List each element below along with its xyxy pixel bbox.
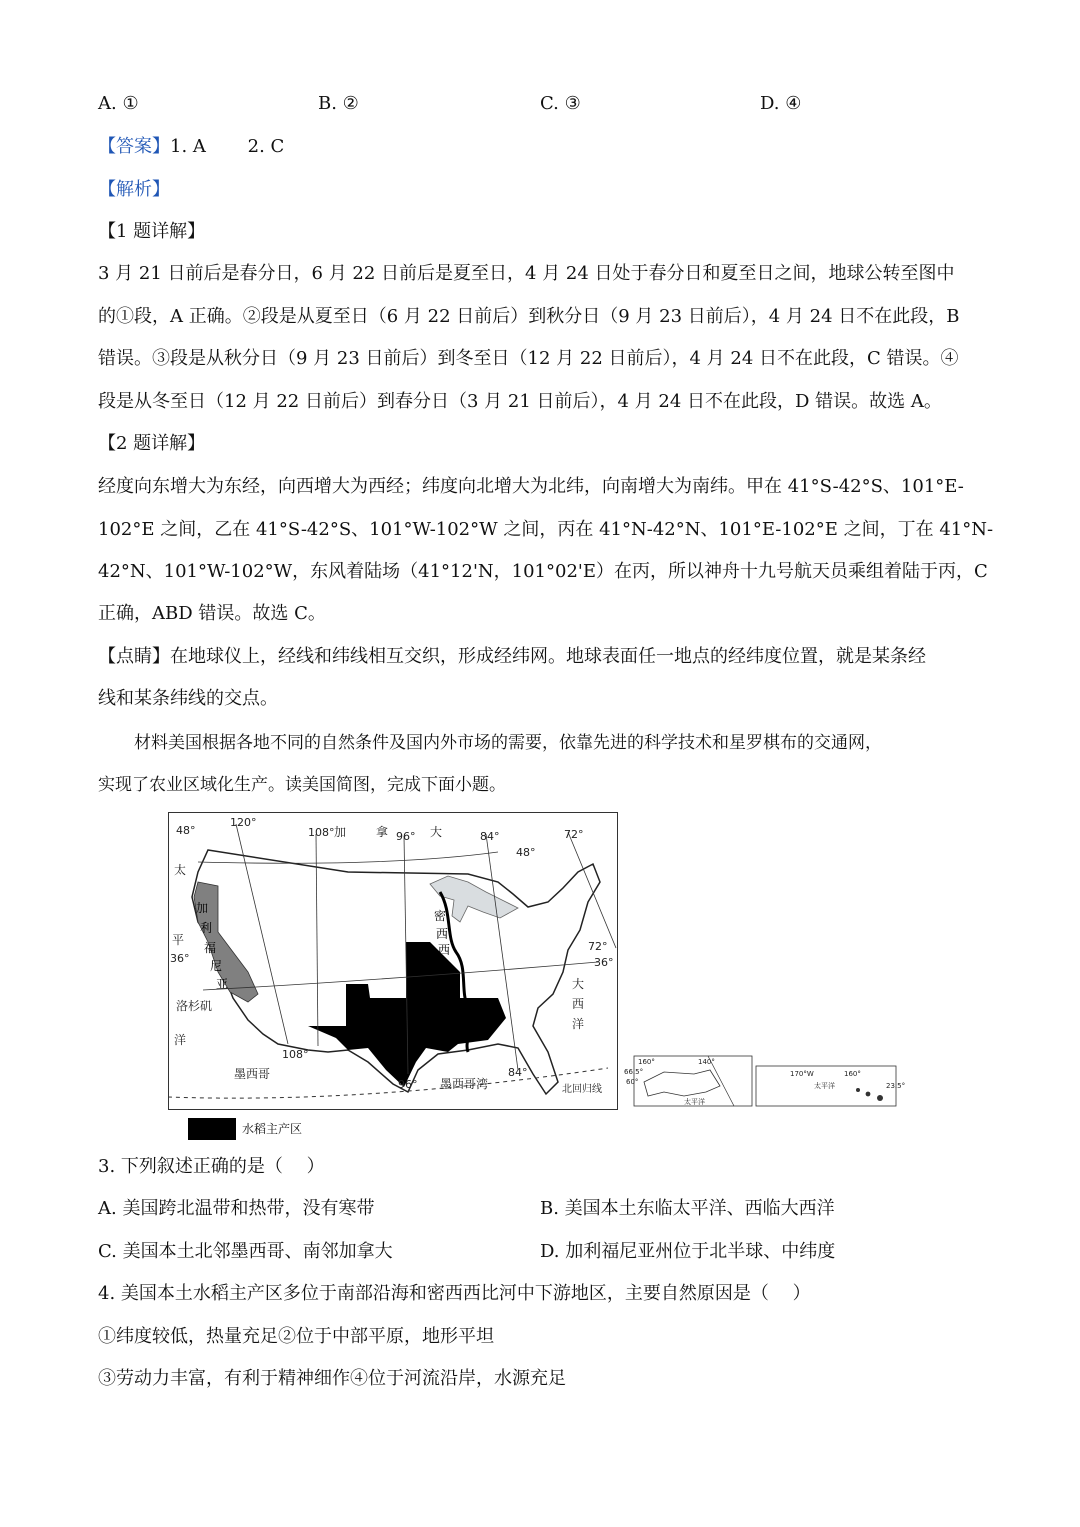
map-label: 洋 <box>174 1033 187 1047</box>
inset-map <box>624 1052 906 1108</box>
map-label: 洛杉矶 <box>176 999 213 1013</box>
map-label: 尼 <box>210 959 223 973</box>
map-label: 平 <box>172 933 185 947</box>
map-label: 36° <box>594 956 614 969</box>
map-label: 福 <box>204 941 217 955</box>
q3-option-d: D. 加利福尼亚州位于北半球、中纬度 <box>540 1241 836 1262</box>
key-point-line <box>98 645 926 669</box>
map-label: 加 <box>196 901 209 915</box>
q4-stem: 4. 美国本土水稻主产区多位于南部沿海和密西西比河中下游地区，主要自然原因是（ ） <box>98 1283 811 1304</box>
inset-label: 160° <box>638 1058 655 1066</box>
us-map <box>168 812 618 1110</box>
hawaii-island <box>856 1088 860 1092</box>
answer-line <box>98 135 284 159</box>
map-label: 48° <box>176 824 196 837</box>
inset-label: 170°W <box>790 1070 814 1078</box>
map-label: 96° <box>398 1078 418 1091</box>
map-label: 河 <box>444 975 457 989</box>
map-label: 西 <box>436 927 449 941</box>
legend-label-rice: 水稻主产区 <box>242 1122 303 1136</box>
map-label: 72° <box>588 940 608 953</box>
hawaii-island <box>877 1095 883 1101</box>
map-label: 84° <box>480 830 500 843</box>
q3-option-b: B. 美国本土东临太平洋、西临大西洋 <box>540 1198 835 1219</box>
map-label: 120° <box>230 816 257 829</box>
inset-label: 160° <box>844 1070 861 1078</box>
map-label: 密 <box>434 909 447 923</box>
q1-line: 段是从冬至日（12 月 22 日前后）到春分日（3 月 21 日前后），4 月 24 日不在此段，D 错误。故选 A。 <box>98 391 942 412</box>
map-label: 84° <box>508 1066 528 1079</box>
map-label: 72° <box>564 828 584 841</box>
inset-label: 60° <box>626 1078 639 1086</box>
map-label: 比 <box>440 959 453 973</box>
map-label: 大 <box>572 977 585 991</box>
inset-label: 太平洋 <box>684 1098 705 1106</box>
inset-label: 66.5° <box>624 1068 644 1076</box>
option-a: A. ① <box>98 93 139 114</box>
map-label: 96° <box>396 830 416 843</box>
q2-line: 经度向东增大为东经，向西增大为西经；纬度向北增大为北纬，向南增大为南纬。甲在 41°S-42°S、101°E- <box>98 476 964 497</box>
map-label: 48° <box>516 846 536 859</box>
q2-line: 102°E 之间，乙在 41°S-42°S、101°W-102°W 之间，丙在 41°N-42°N、101°E-102°E 之间，丁在 41°N- <box>98 519 994 540</box>
map-label: 利 <box>200 921 213 935</box>
map-label: 墨西哥湾 <box>440 1077 489 1091</box>
legend-swatch-rice <box>188 1118 236 1140</box>
map-label: 36° <box>170 952 190 965</box>
q1-heading: 【1 题详解】 <box>98 221 206 242</box>
inset-label: 140° <box>698 1058 715 1066</box>
map-label: 墨西哥 <box>234 1067 271 1081</box>
answer-tag: 【答案】 <box>98 136 170 157</box>
answer-text: 1. A 2. C <box>170 136 285 157</box>
q1-line: 3 月 21 日前后是春分日，6 月 22 日前后是夏至日，4 月 24 日处于春分日和夏至日之间，地球公转至图中 <box>98 263 955 284</box>
map-label: 108° <box>282 1048 309 1061</box>
key-point-tag: 【点睛】 <box>98 646 170 667</box>
inset-label: 太平洋 <box>814 1082 835 1090</box>
q1-line: 的①段，A 正确。②段是从夏至日（6 月 22 日前后）到秋分日（9 月 23 日前后），4 月 24 日不在此段，B <box>98 306 960 327</box>
map-label: 洋 <box>572 1017 585 1031</box>
map-label: 西 <box>572 997 585 1011</box>
q3-option-a: A. 美国跨北温带和热带，没有寒带 <box>98 1198 375 1219</box>
q2-heading: 【2 题详解】 <box>98 433 206 454</box>
map-label: 加 <box>334 825 347 839</box>
map-label: 大 <box>430 825 443 839</box>
material-line: 材料美国根据各地不同的自然条件及国内外市场的需要，依靠先进的科学技术和星罗棋布的交通网， <box>134 733 882 753</box>
option-b: B. ② <box>318 93 359 114</box>
option-c: C. ③ <box>540 93 581 114</box>
map-label: 西 <box>438 943 451 957</box>
q4-line: ①纬度较低，热量充足②位于中部平原，地形平坦 <box>98 1326 494 1347</box>
key-point-text: 在地球仪上，经线和纬线相互交织，形成经纬网。地球表面任一地点的经纬度位置，就是某条经 <box>170 646 926 667</box>
hawaii-island <box>866 1092 871 1097</box>
material-line: 实现了农业区域化生产。读美国简图，完成下面小题。 <box>98 775 506 795</box>
map-label: 拿 <box>376 825 389 839</box>
analysis-tag: 【解析】 <box>98 179 170 200</box>
map-label: 108° <box>308 826 335 839</box>
q4-line: ③劳动力丰富，有利于精神细作④位于河流沿岸，水源充足 <box>98 1368 566 1389</box>
key-point-line2: 线和某条纬线的交点。 <box>98 688 278 709</box>
map-label: 北回归线 <box>562 1084 602 1095</box>
q2-line: 42°N、101°W-102°W，东风着陆场（41°12'N，101°02'E）在丙，所以神舟十九号航天员乘组着陆于丙，C <box>98 561 988 582</box>
q2-line: 正确，ABD 错误。故选 C。 <box>98 603 326 624</box>
q1-line: 错误。③段是从秋分日（9 月 23 日前后）到冬至日（12 月 22 日前后），4 月 24 日不在此段，C 错误。④ <box>98 348 959 369</box>
q3-stem: 3. 下列叙述正确的是（ ） <box>98 1156 325 1177</box>
option-d: D. ④ <box>760 93 802 114</box>
inset-label: 23.5° <box>886 1082 906 1090</box>
q3-option-c: C. 美国本土北邻墨西哥、南邻加拿大 <box>98 1241 393 1262</box>
map-label: 亚 <box>216 977 229 991</box>
map-label: 太 <box>174 863 187 877</box>
